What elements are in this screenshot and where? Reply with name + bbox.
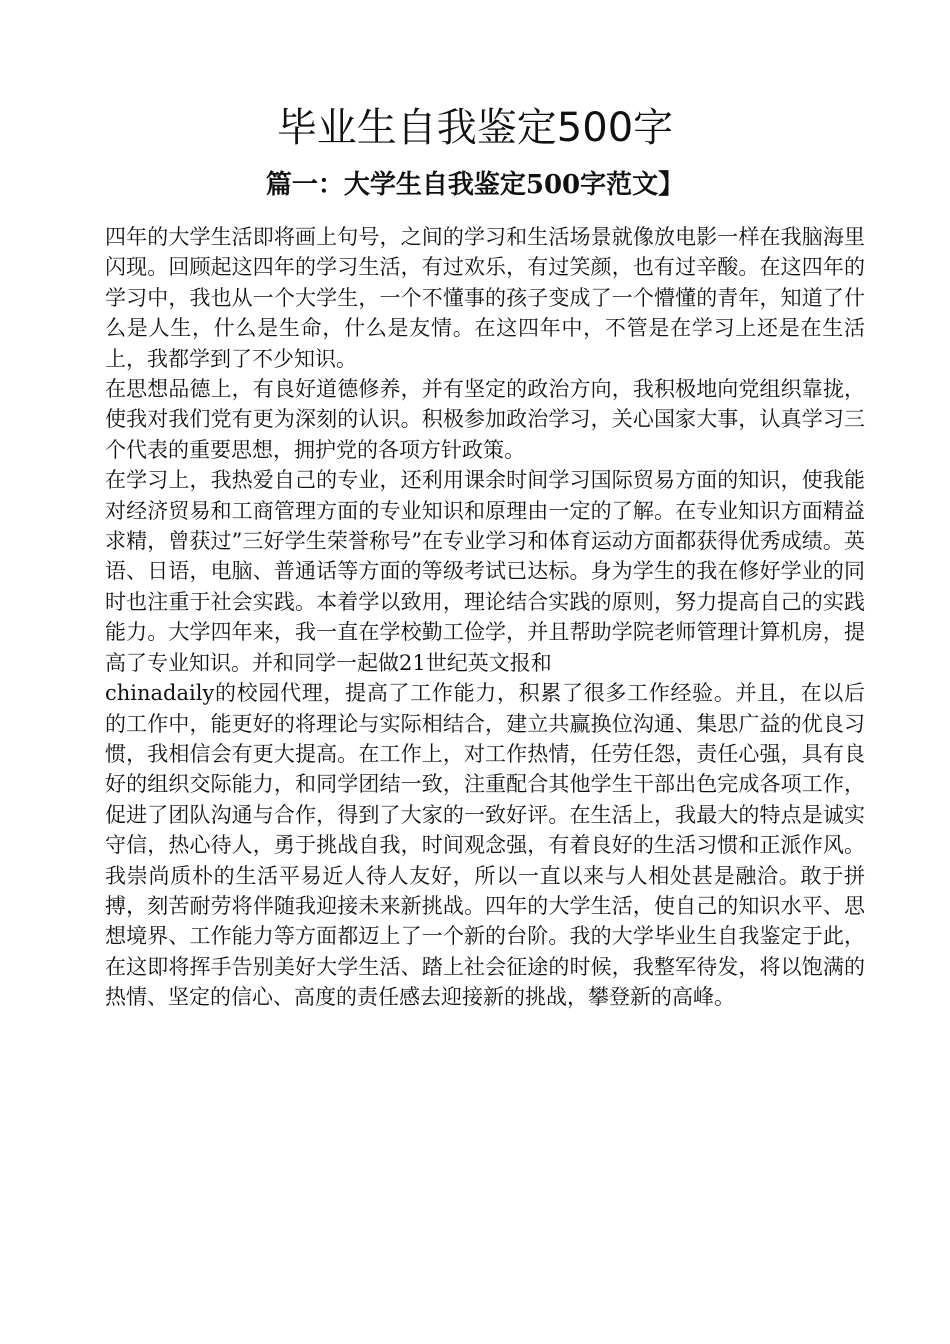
paragraph-3: 在学习上，我热爱自己的专业，还利用课余时间学习国际贸易方面的知识，使我能对经济贸易和工商管理方面的专业知识和原理由一定的了解。在专业知识方面精益求精，曾获过”三好学生荣誉称号”在专业学习和体育运动方面都获得优秀成绩。英语、日语，电脑、普通话等方面的等级考试已达标。身为学生的我在修好学业的同时也注重于社会实践。本着学以致用，理论结合实践的原则，努力提高自己的实践能力。大学四年来，我一直在学校勤工俭学，并且帮助学院老师管理计算机房，提高了专业知识。并和同学一起做21世纪英文报和: [105, 468, 865, 675]
document-subtitle: 篇一：大学生自我鉴定500字范文】: [265, 170, 685, 200]
document-body: [105, 222, 865, 1013]
document-title: 毕业生自我鉴定500字: [276, 105, 674, 151]
paragraph-4: chinadaily的校园代理，提高了工作能力，积累了很多工作经验。并且，在以后的工作中，能更好的将理论与实际相结合，建立共赢换位沟通、集思广益的优良习惯，我相信会有更大提高。在工作上，对工作热情，任劳任怨，责任心强，具有良好的组织交际能力，和同学团结一致，注重配合其他学生干部出色完成各项工作，促进了团队沟通与合作，得到了大家的一致好评。在生活上，我最大的特点是诚实守信，热心待人，勇于挑战自我，时间观念强，有着良好的生活习惯和正派作风。我崇尚质朴的生活平易近人待人友好，所以一直以来与人相处甚是融洽。敢于拼搏，刻苦耐劳将伴随我迎接未来新挑战。四年的大学生活，使自己的知识水平、思想境界、工作能力等方面都迈上了一个新的台阶。我的大学毕业生自我鉴定于此，在这即将挥手告别美好大学生活、踏上社会征途的时候，我整军待发，将以饱满的热情、坚定的信心、高度的责任感去迎接新的挑战，攀登新的高峰。: [105, 681, 865, 1010]
paragraph-2: 在思想品德上，有良好道德修养，并有坚定的政治方向，我积极地向党组织靠拢，使我对我们党有更为深刻的认识。积极参加政治学习，关心国家大事，认真学习三个代表的重要思想，拥护党的各项方针政策。: [105, 377, 865, 462]
paragraph-1: 四年的大学生活即将画上句号，之间的学习和生活场景就像放电影一样在我脑海里闪现。回顾起这四年的学习生活，有过欢乐，有过笑颜，也有过辛酸。在这四年的学习中，我也从一个大学生，一个不懂事的孩子变成了一个懵懂的青年，知道了什么是人生，什么是生命，什么是友情。在这四年中，不管是在学习上还是在生活上，我都学到了不少知识。: [105, 225, 865, 371]
